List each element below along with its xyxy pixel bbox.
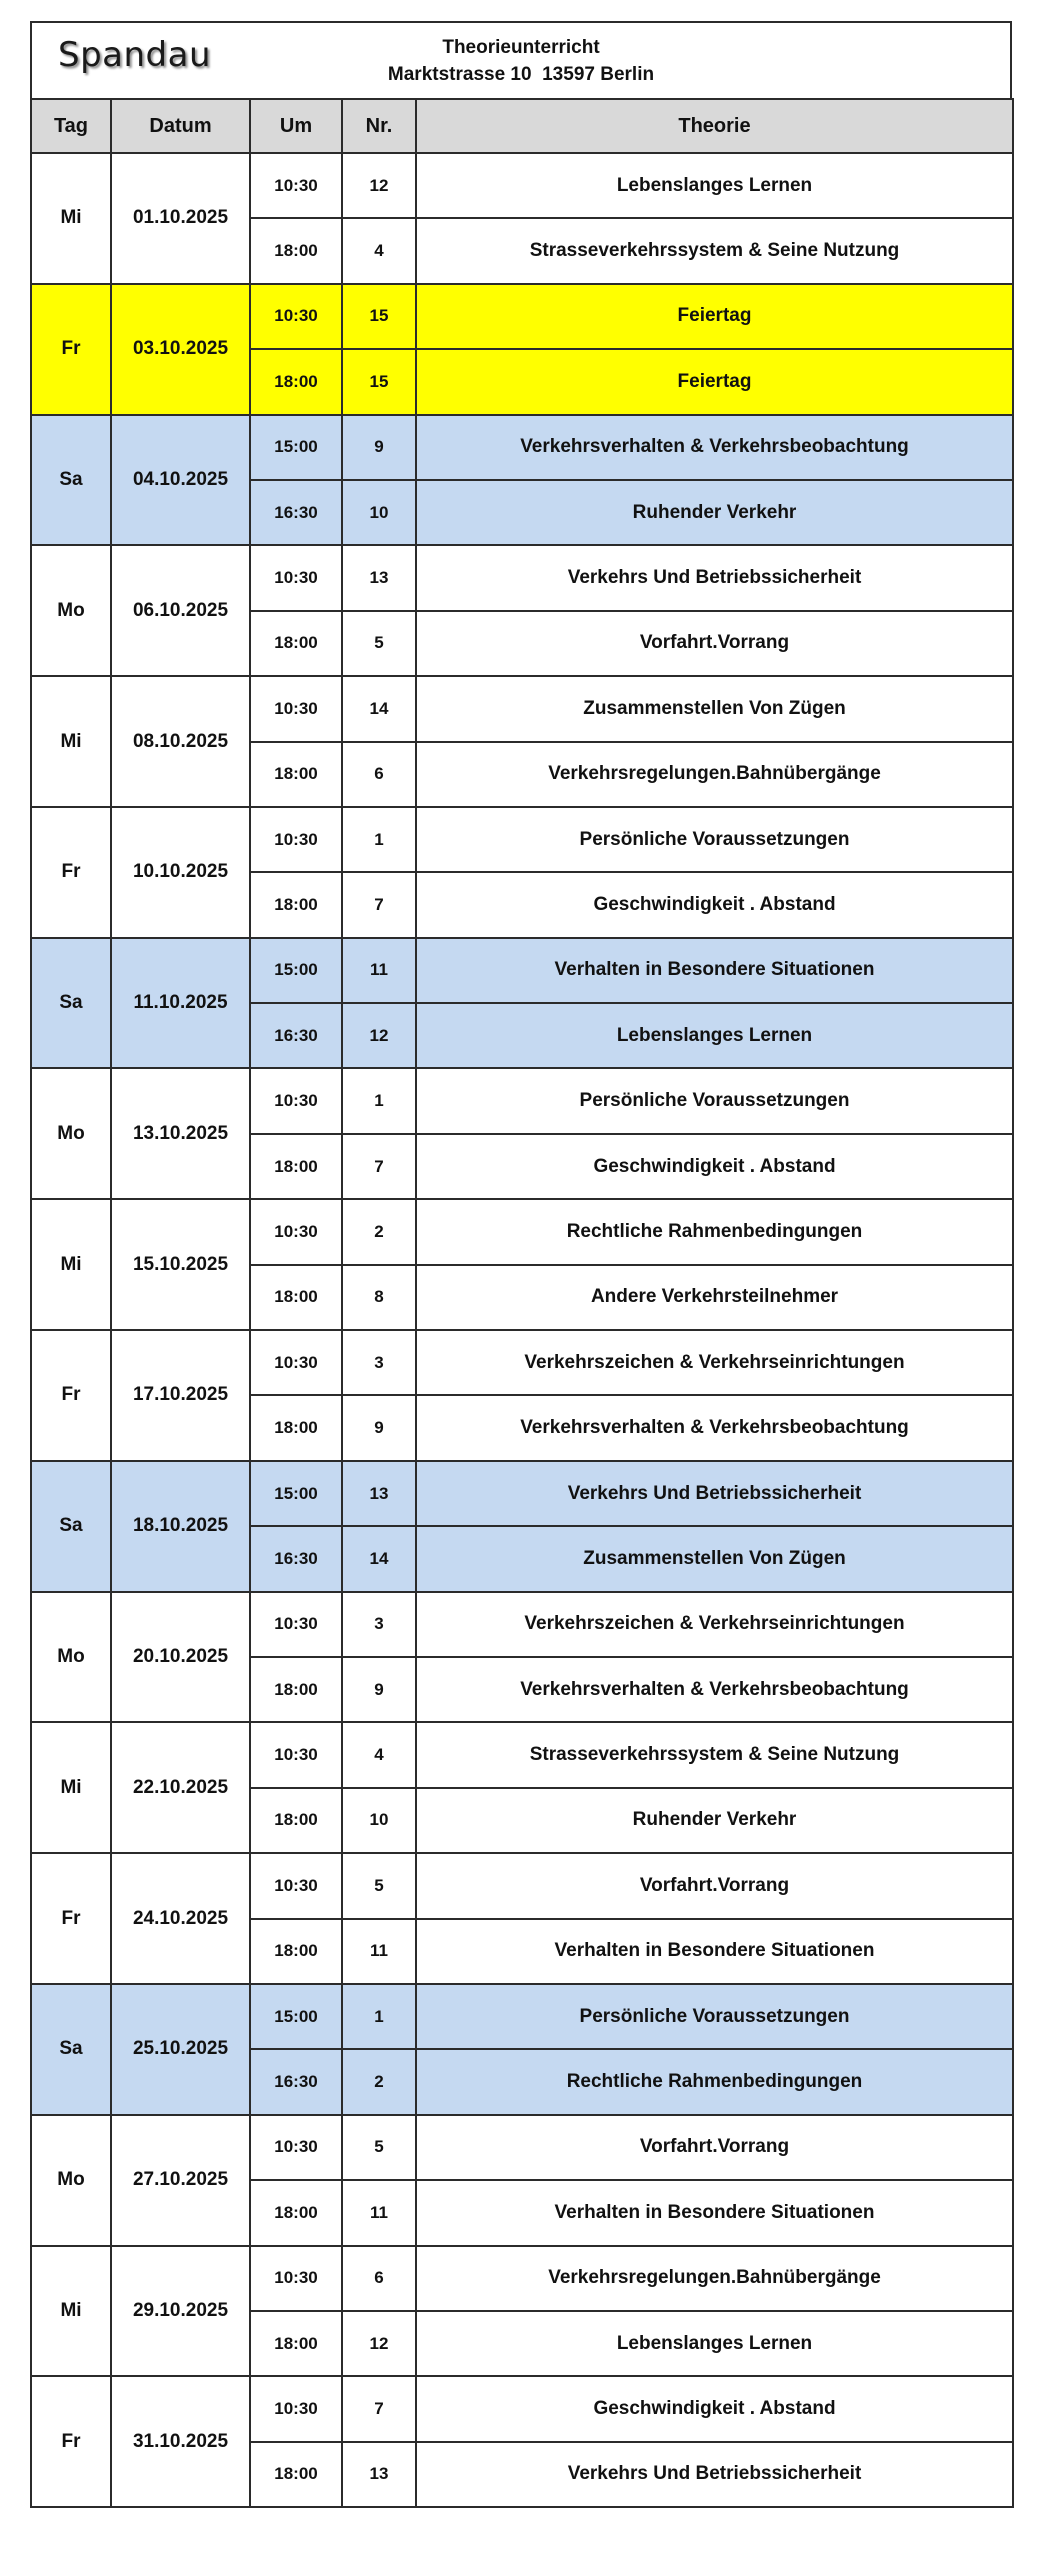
time-cell: 10:30 [250,2246,342,2311]
day-cell: Sa [31,415,111,546]
lesson-number-cell: 7 [342,2376,416,2441]
date-cell: 06.10.2025 [111,545,250,676]
day-cell: Mo [31,545,111,676]
col-header-datum: Datum [111,99,250,153]
title-block [32,34,1010,88]
day-cell: Mi [31,1199,111,1330]
date-cell: 29.10.2025 [111,2246,250,2377]
time-cell: 15:00 [250,938,342,1003]
lesson-number-cell: 1 [342,1068,416,1133]
table-row [31,676,1013,741]
theory-topic-cell: Vorfahrt.Vorrang [416,2115,1013,2180]
theory-topic-cell: Verkehrsregelungen.Bahnübergänge [416,742,1013,807]
lesson-number-cell: 9 [342,1395,416,1460]
lesson-number-cell: 6 [342,742,416,807]
time-cell: 16:30 [250,1526,342,1591]
lesson-number-cell: 5 [342,2115,416,2180]
date-cell: 04.10.2025 [111,415,250,546]
lesson-number-cell: 13 [342,2442,416,2507]
lesson-number-cell: 15 [342,349,416,414]
lesson-number-cell: 1 [342,807,416,872]
table-row [31,1199,1013,1264]
date-cell: 27.10.2025 [111,2115,250,2246]
time-cell: 10:30 [250,1592,342,1657]
lesson-number-cell: 8 [342,1265,416,1330]
day-cell: Fr [31,1330,111,1461]
day-cell: Fr [31,2376,111,2507]
time-cell: 10:30 [250,153,342,218]
theory-topic-cell: Verhalten in Besondere Situationen [416,1919,1013,1984]
date-cell: 15.10.2025 [111,1199,250,1330]
schedule-body [31,153,1013,2507]
lesson-number-cell: 5 [342,1853,416,1918]
day-cell: Mo [31,2115,111,2246]
theory-topic-cell: Geschwindigkeit . Abstand [416,2376,1013,2441]
lesson-number-cell: 7 [342,1134,416,1199]
theory-topic-cell: Zusammenstellen Von Zügen [416,676,1013,741]
time-cell: 18:00 [250,1919,342,1984]
date-cell: 03.10.2025 [111,284,250,415]
lesson-number-cell: 13 [342,545,416,610]
time-cell: 18:00 [250,611,342,676]
theory-topic-cell: Rechtliche Rahmenbedingungen [416,2049,1013,2114]
day-cell: Fr [31,807,111,938]
day-cell: Mi [31,2246,111,2377]
lesson-number-cell: 4 [342,1722,416,1787]
theory-topic-cell: Persönliche Voraussetzungen [416,1068,1013,1133]
theory-topic-cell: Verkehrszeichen & Verkehrseinrichtungen [416,1592,1013,1657]
theory-topic-cell: Lebenslanges Lernen [416,2311,1013,2376]
time-cell: 18:00 [250,1788,342,1853]
theory-topic-cell: Verkehrsverhalten & Verkehrsbeobachtung [416,1657,1013,1722]
col-header-nr: Nr. [342,99,416,153]
col-header-tag: Tag [31,99,111,153]
lesson-number-cell: 13 [342,1461,416,1526]
theory-topic-cell: Verkehrs Und Betriebssicherheit [416,545,1013,610]
date-cell: 01.10.2025 [111,153,250,284]
title-band [30,21,1012,98]
time-cell: 18:00 [250,1134,342,1199]
time-cell: 16:30 [250,1003,342,1068]
date-cell: 22.10.2025 [111,1722,250,1853]
date-cell: 08.10.2025 [111,676,250,807]
table-row [31,284,1013,349]
lesson-number-cell: 2 [342,2049,416,2114]
lesson-number-cell: 10 [342,1788,416,1853]
lesson-number-cell: 11 [342,2180,416,2245]
theory-topic-cell: Verhalten in Besondere Situationen [416,938,1013,1003]
time-cell: 18:00 [250,2442,342,2507]
theory-topic-cell: Rechtliche Rahmenbedingungen [416,1199,1013,1264]
table-row [31,1068,1013,1133]
time-cell: 16:30 [250,2049,342,2114]
theory-topic-cell: Verkehrs Und Betriebssicherheit [416,1461,1013,1526]
table-row [31,1984,1013,2049]
theory-topic-cell: Verkehrsregelungen.Bahnübergänge [416,2246,1013,2311]
table-row [31,153,1013,218]
time-cell: 10:30 [250,1330,342,1395]
table-row [31,938,1013,1003]
table-row [31,1461,1013,1526]
time-cell: 10:30 [250,545,342,610]
theory-topic-cell: Andere Verkehrsteilnehmer [416,1265,1013,1330]
column-header-row [31,99,1013,153]
date-cell: 20.10.2025 [111,1592,250,1723]
date-cell: 17.10.2025 [111,1330,250,1461]
table-row [31,807,1013,872]
lesson-number-cell: 11 [342,938,416,1003]
lesson-number-cell: 5 [342,611,416,676]
theory-topic-cell: Strasseverkehrssystem & Seine Nutzung [416,218,1013,283]
table-row [31,1722,1013,1787]
day-cell: Mo [31,1592,111,1723]
time-cell: 18:00 [250,2180,342,2245]
lesson-number-cell: 14 [342,1526,416,1591]
time-cell: 10:30 [250,676,342,741]
table-row [31,2246,1013,2311]
schedule-table [30,98,1014,2508]
time-cell: 15:00 [250,1461,342,1526]
lesson-number-cell: 9 [342,415,416,480]
lesson-number-cell: 15 [342,284,416,349]
theory-topic-cell: Verkehrsverhalten & Verkehrsbeobachtung [416,1395,1013,1460]
col-header-theorie: Theorie [416,99,1013,153]
table-row [31,545,1013,610]
theory-topic-cell: Verhalten in Besondere Situationen [416,2180,1013,2245]
lesson-number-cell: 10 [342,480,416,545]
day-cell: Sa [31,1984,111,2115]
lesson-number-cell: 2 [342,1199,416,1264]
lesson-number-cell: 6 [342,2246,416,2311]
date-cell: 13.10.2025 [111,1068,250,1199]
time-cell: 18:00 [250,1265,342,1330]
time-cell: 18:00 [250,1657,342,1722]
theory-topic-cell: Ruhender Verkehr [416,480,1013,545]
time-cell: 10:30 [250,2376,342,2441]
day-cell: Fr [31,284,111,415]
lesson-number-cell: 12 [342,1003,416,1068]
day-cell: Mo [31,1068,111,1199]
day-cell: Sa [31,938,111,1069]
time-cell: 18:00 [250,349,342,414]
table-row [31,1592,1013,1657]
date-cell: 11.10.2025 [111,938,250,1069]
time-cell: 18:00 [250,2311,342,2376]
theory-topic-cell: Verkehrs Und Betriebssicherheit [416,2442,1013,2507]
time-cell: 10:30 [250,1853,342,1918]
page-title: Theorieunterricht [442,37,600,58]
day-cell: Mi [31,1722,111,1853]
lesson-number-cell: 14 [342,676,416,741]
lesson-number-cell: 12 [342,153,416,218]
day-cell: Mi [31,153,111,284]
theory-topic-cell: Persönliche Voraussetzungen [416,1984,1013,2049]
lesson-number-cell: 3 [342,1592,416,1657]
theory-topic-cell: Strasseverkehrssystem & Seine Nutzung [416,1722,1013,1787]
lesson-number-cell: 11 [342,1919,416,1984]
time-cell: 18:00 [250,218,342,283]
lesson-number-cell: 4 [342,218,416,283]
col-header-um: Um [250,99,342,153]
table-row [31,2115,1013,2180]
time-cell: 15:00 [250,415,342,480]
address: Marktstrasse 10 13597 Berlin [387,64,655,85]
lesson-number-cell: 7 [342,872,416,937]
date-cell: 24.10.2025 [111,1853,250,1984]
theory-topic-cell: Lebenslanges Lernen [416,153,1013,218]
time-cell: 10:30 [250,284,342,349]
day-cell: Mi [31,676,111,807]
theory-topic-cell: Verkehrszeichen & Verkehrseinrichtungen [416,1330,1013,1395]
time-cell: 10:30 [250,1068,342,1133]
theory-topic-cell: Feiertag [416,349,1013,414]
theory-topic-cell: Vorfahrt.Vorrang [416,611,1013,676]
time-cell: 18:00 [250,742,342,807]
lesson-number-cell: 12 [342,2311,416,2376]
day-cell: Sa [31,1461,111,1592]
time-cell: 15:00 [250,1984,342,2049]
theory-topic-cell: Geschwindigkeit . Abstand [416,872,1013,937]
time-cell: 10:30 [250,807,342,872]
date-cell: 25.10.2025 [111,1984,250,2115]
lesson-number-cell: 1 [342,1984,416,2049]
theory-topic-cell: Ruhender Verkehr [416,1788,1013,1853]
theory-topic-cell: Lebenslanges Lernen [416,1003,1013,1068]
date-cell: 18.10.2025 [111,1461,250,1592]
time-cell: 18:00 [250,1395,342,1460]
theory-topic-cell: Feiertag [416,284,1013,349]
table-row [31,2376,1013,2441]
time-cell: 18:00 [250,872,342,937]
table-row [31,415,1013,480]
theory-topic-cell: Persönliche Voraussetzungen [416,807,1013,872]
time-cell: 10:30 [250,1722,342,1787]
schedule-sheet [30,21,1012,2508]
table-row [31,1853,1013,1918]
theory-topic-cell: Vorfahrt.Vorrang [416,1853,1013,1918]
date-cell: 31.10.2025 [111,2376,250,2507]
theory-topic-cell: Verkehrsverhalten & Verkehrsbeobachtung [416,415,1013,480]
theory-topic-cell: Geschwindigkeit . Abstand [416,1134,1013,1199]
time-cell: 10:30 [250,1199,342,1264]
time-cell: 10:30 [250,2115,342,2180]
day-cell: Fr [31,1853,111,1984]
branch-logo: Spandau [58,35,212,75]
theory-topic-cell: Zusammenstellen Von Zügen [416,1526,1013,1591]
time-cell: 16:30 [250,480,342,545]
lesson-number-cell: 3 [342,1330,416,1395]
lesson-number-cell: 9 [342,1657,416,1722]
date-cell: 10.10.2025 [111,807,250,938]
table-row [31,1330,1013,1395]
